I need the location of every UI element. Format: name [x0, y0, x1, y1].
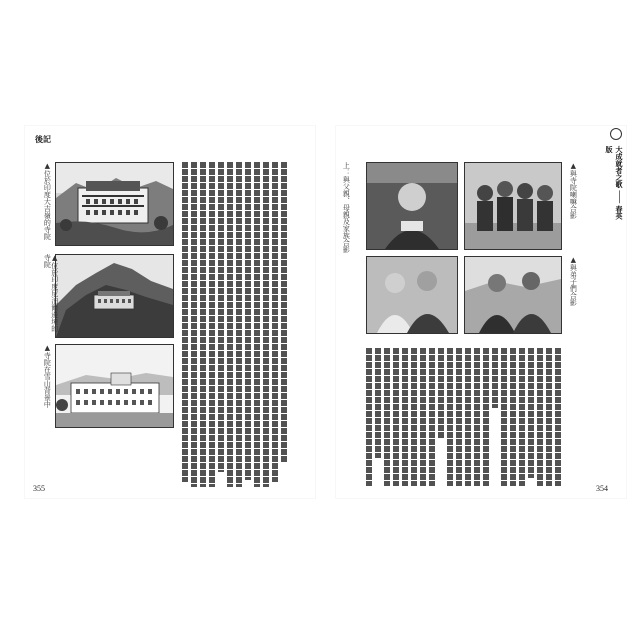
disciples-photo [464, 256, 562, 334]
running-header: 後記 [35, 135, 51, 144]
text-line [438, 348, 444, 438]
text-line [447, 348, 453, 486]
text-line [555, 348, 561, 486]
text-line [429, 348, 435, 486]
text-line [519, 348, 525, 486]
text-line [456, 348, 462, 486]
right-page [336, 126, 626, 498]
text-line [420, 348, 426, 486]
body-text-right [366, 348, 561, 488]
text-line [254, 162, 260, 487]
text-line [411, 348, 417, 486]
text-line [218, 162, 224, 472]
two-monks-photo [366, 256, 458, 334]
text-line [200, 162, 206, 487]
side-running-header: 大成就者之歌 ─── 春英版 [605, 146, 623, 220]
monastery-photo-1 [55, 162, 174, 246]
text-line [182, 162, 188, 482]
text-line [209, 162, 215, 487]
text-line [402, 348, 408, 486]
text-line [245, 162, 251, 480]
text-line [191, 162, 197, 487]
photo-caption-2: ▲位於印度尼泊爾邊境的寺院 [43, 254, 59, 332]
text-line [465, 348, 471, 486]
family-group-photo [464, 162, 562, 250]
book-emblem-icon [610, 128, 622, 140]
text-line [236, 162, 242, 487]
photo-caption-top-left: 上：與父親、母親及家族合影 [342, 162, 351, 253]
photo-caption-top-right: ▲與寺院喇嘛合影 [569, 162, 578, 219]
page-number-left: 355 [33, 484, 45, 493]
monastery-photo-3 [55, 344, 174, 428]
text-line [263, 162, 269, 487]
text-line [492, 348, 498, 408]
text-line [528, 348, 534, 478]
text-line [474, 348, 480, 486]
monk-portrait-photo [366, 162, 458, 250]
body-text-left [182, 162, 287, 487]
text-line [366, 348, 372, 486]
text-line [546, 348, 552, 486]
text-line [393, 348, 399, 486]
text-line [375, 348, 381, 458]
text-line [384, 348, 390, 486]
text-line [510, 348, 516, 486]
text-line [483, 348, 489, 486]
text-line [501, 348, 507, 486]
photo-caption-1: ▲位於印度大吉嶺的寺院 [43, 162, 52, 240]
text-line [272, 162, 278, 482]
photo-caption-bottom: ▲與弟子們合影 [569, 256, 578, 306]
monastery-photo-2 [55, 254, 174, 338]
left-page [25, 126, 315, 498]
photo-caption-3: ▲寺院在雪山背景中 [43, 344, 52, 408]
text-line [537, 348, 543, 486]
text-line [227, 162, 233, 487]
page-number-right: 354 [596, 484, 608, 493]
text-line [281, 162, 287, 462]
